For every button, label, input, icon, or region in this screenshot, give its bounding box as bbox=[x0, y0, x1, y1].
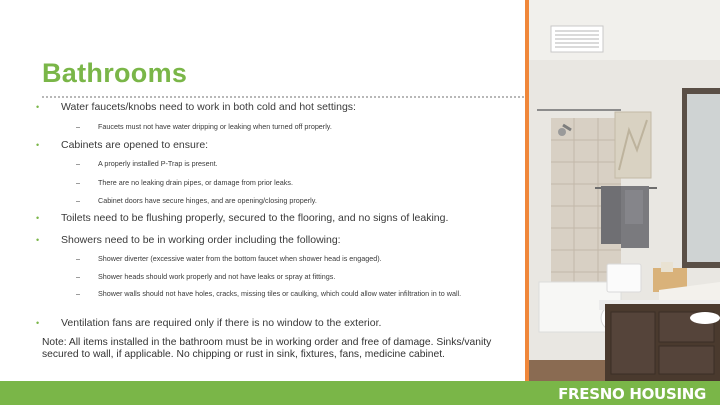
bathroom-photo bbox=[529, 0, 720, 381]
dash-icon: – bbox=[76, 289, 80, 298]
title-divider bbox=[42, 96, 528, 98]
dash-icon: – bbox=[76, 254, 80, 263]
bullet-icon: • bbox=[36, 213, 40, 223]
page-title: Bathrooms bbox=[42, 58, 188, 88]
dash-icon: – bbox=[76, 159, 80, 168]
dash-icon: – bbox=[76, 196, 80, 205]
bullet-icon: • bbox=[36, 318, 40, 328]
footer-bar bbox=[0, 381, 720, 405]
brand-logo-text: FRESNO HOUSING bbox=[558, 385, 706, 403]
bullet-icon: • bbox=[36, 140, 40, 150]
dash-icon: – bbox=[76, 122, 80, 131]
dash-icon: – bbox=[76, 272, 80, 281]
dash-icon: – bbox=[76, 178, 80, 187]
bullet-icon: • bbox=[36, 102, 40, 112]
bullet-icon: • bbox=[36, 235, 40, 245]
note-text: Note: All items installed in the bathroom must be in working order and free of damage. Sinks/vanity secured to wall, if applicable. No chipping or rust in sink, fixtures, fans, medicine cabinet. bbox=[42, 337, 492, 360]
